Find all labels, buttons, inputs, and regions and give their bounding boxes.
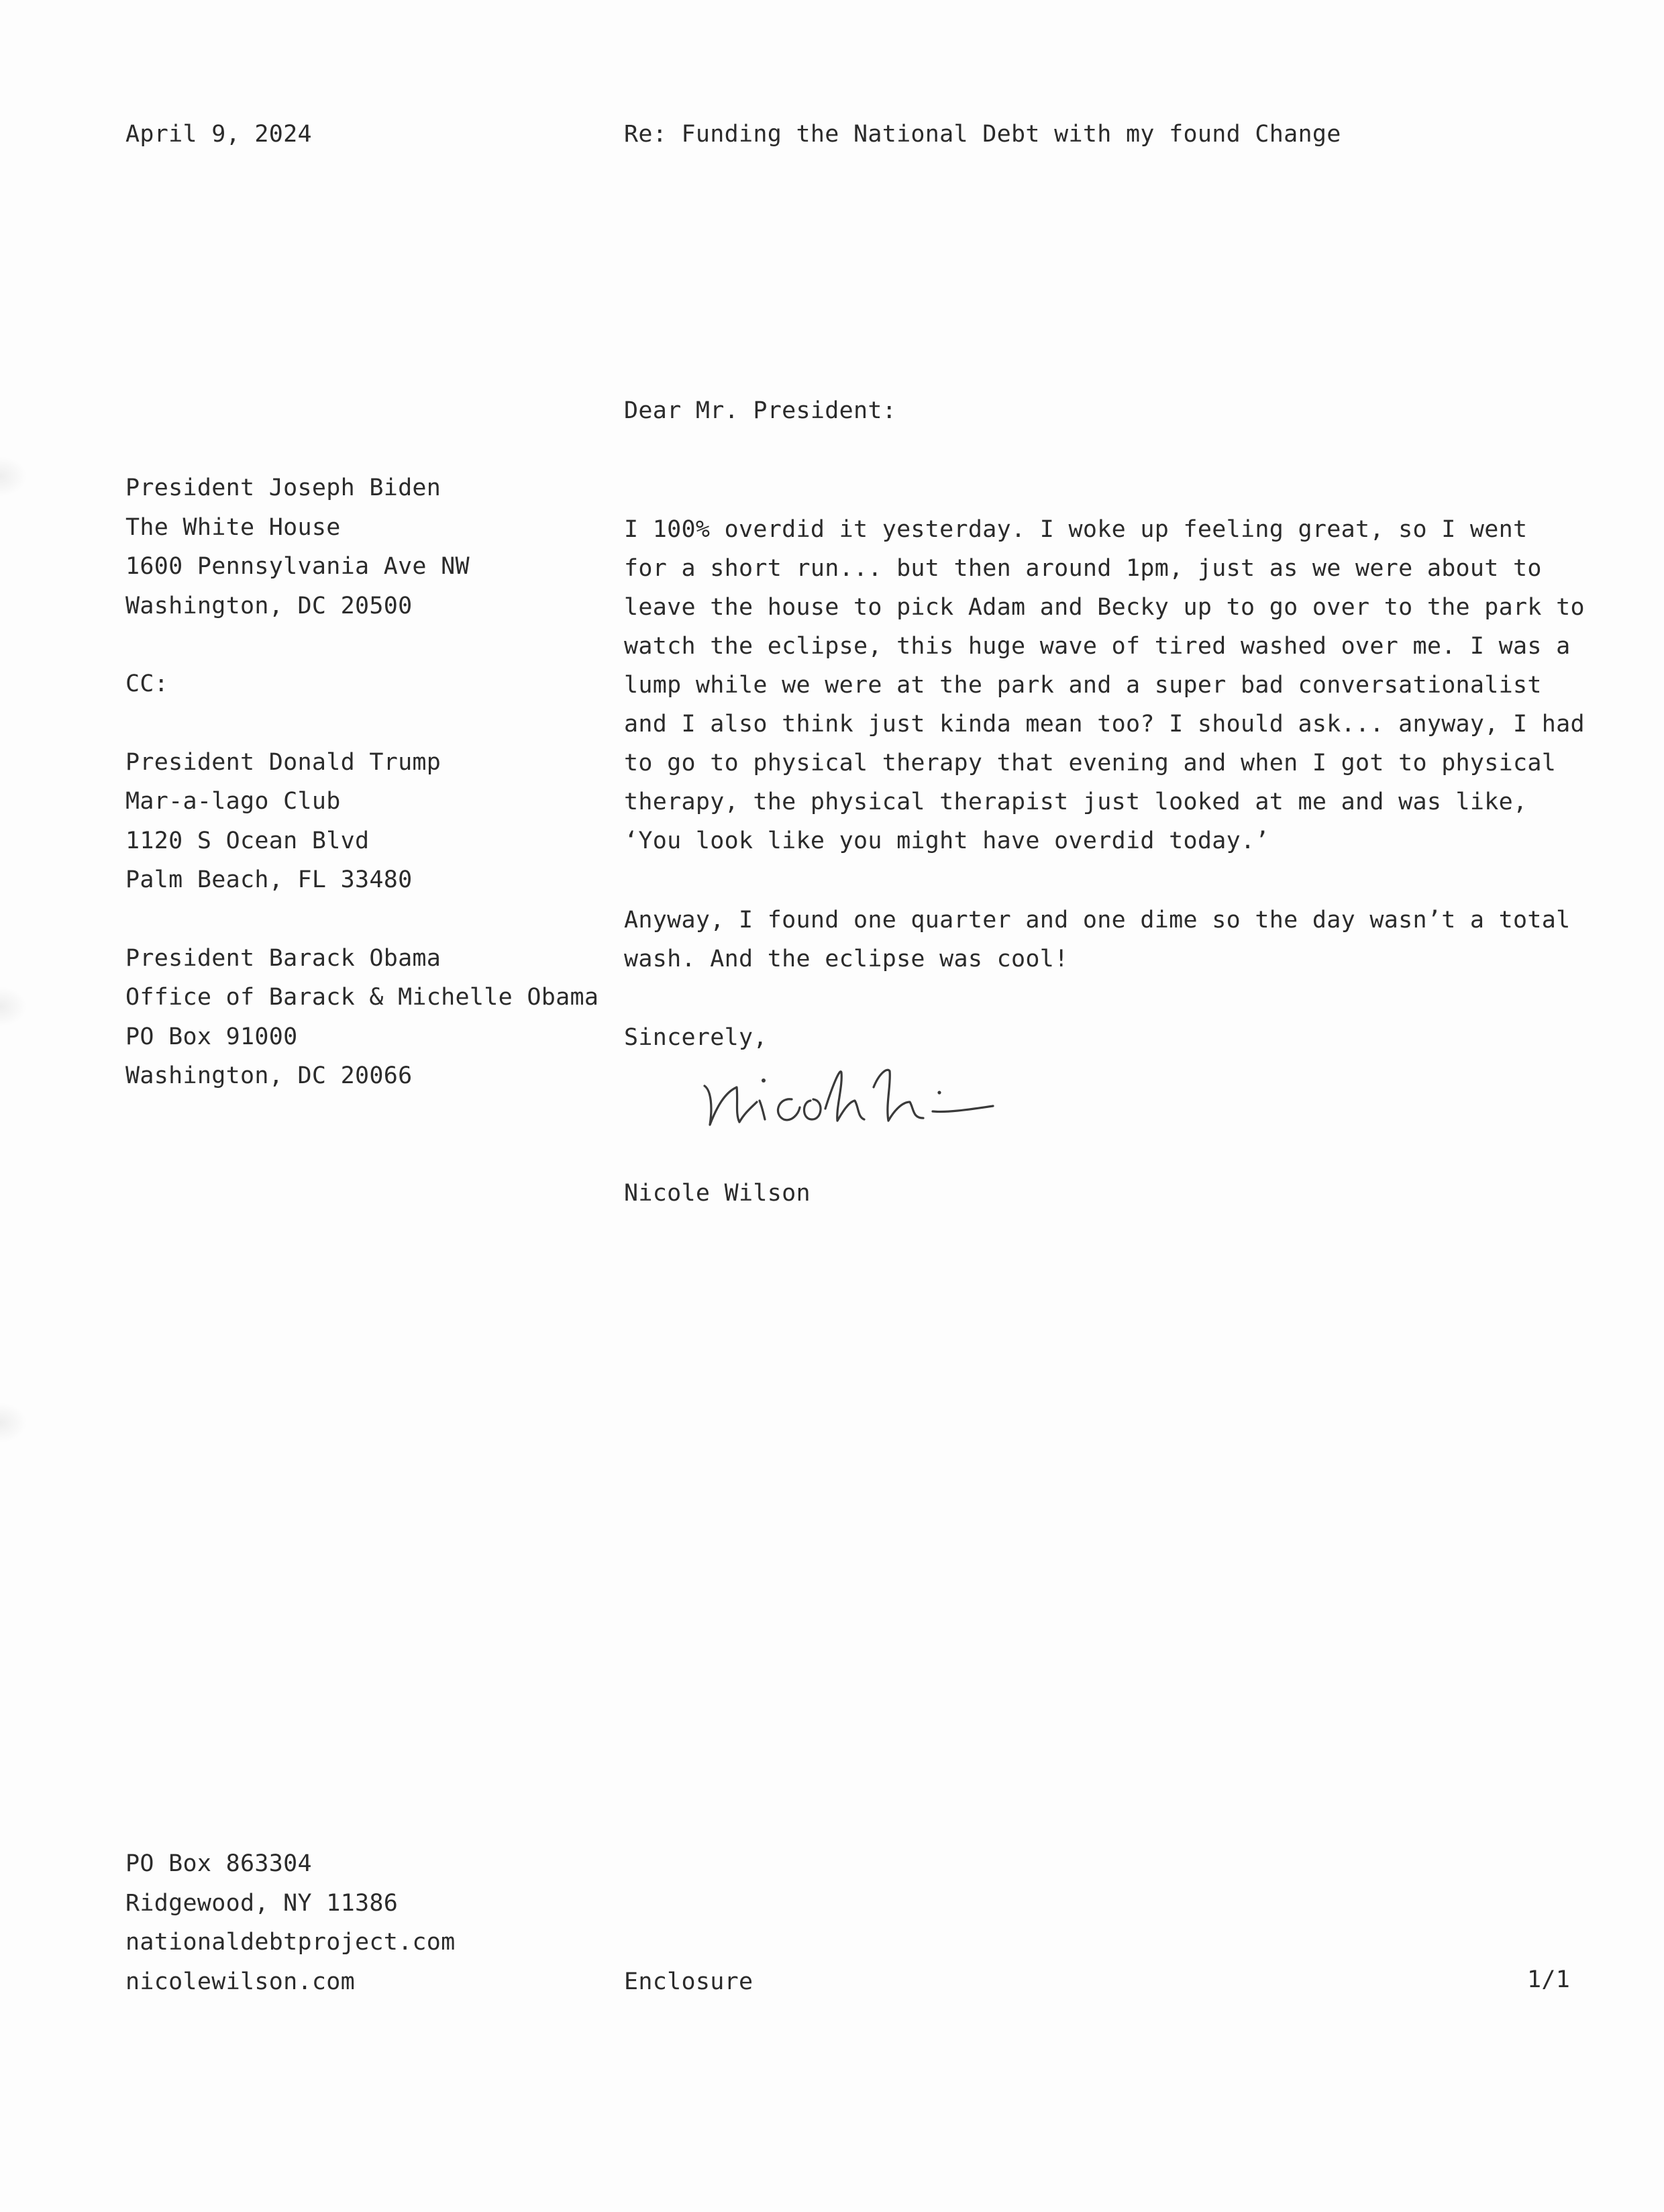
handwritten-signature [698, 1060, 1027, 1141]
body-line: lump while we were at the park and a super bad conversationalist [624, 672, 1542, 699]
body-line: watch the eclipse, this huge wave of tired washed over me. I was a [624, 633, 1571, 660]
cc-recipient [125, 939, 599, 1096]
website-link: nicolewilson.com [125, 1968, 355, 1995]
closing: Sincerely, [624, 1024, 768, 1051]
body-paragraph-1 [624, 510, 1585, 860]
enclosure-note: Enclosure [624, 1968, 753, 1995]
address-line: President Donald Trump [125, 748, 441, 776]
address-line: The White House [125, 513, 341, 541]
address-line: Washington, DC 20066 [125, 1062, 413, 1089]
cc-label: CC: [125, 670, 169, 697]
body-line: ‘You look like you might have overdid today.’ [624, 827, 1269, 854]
return-address-line: Ridgewood, NY 11386 [125, 1889, 399, 1917]
body-line: Anyway, I found one quarter and one dime so the day wasn’t a total [624, 907, 1571, 934]
salutation: Dear Mr. President: [624, 397, 897, 424]
letter-date: April 9, 2024 [125, 121, 312, 148]
address-line: President Barack Obama [125, 944, 441, 972]
body-paragraph-2 [624, 901, 1571, 978]
body-line: to go to physical therapy that evening and when I got to physical [624, 750, 1557, 776]
address-line: Palm Beach, FL 33480 [125, 866, 413, 893]
website-link: nationaldebtproject.com [125, 1929, 456, 1956]
body-line: for a short run... but then around 1pm, just as we were about to [624, 555, 1542, 582]
page-number: 1/1 [1527, 1966, 1571, 1993]
primary-recipient [125, 468, 599, 625]
address-line: PO Box 91000 [125, 1023, 298, 1050]
address-line: Office of Barack & Michelle Obama [125, 984, 599, 1011]
body-line: I 100% overdid it yesterday. I woke up feeling great, so I went [624, 516, 1528, 543]
body-line: wash. And the eclipse was cool! [624, 946, 1069, 972]
cc-recipient [125, 743, 599, 900]
address-line: President Joseph Biden [125, 474, 441, 501]
body-line: and I also think just kinda mean too? I should ask... anyway, I had [624, 711, 1585, 738]
recipient-addresses [125, 468, 599, 1096]
return-address [125, 1844, 456, 2001]
body-line: leave the house to pick Adam and Becky up to go over to the park to [624, 594, 1585, 621]
address-line: 1120 S Ocean Blvd [125, 827, 370, 854]
signer-name: Nicole Wilson [624, 1180, 811, 1207]
return-address-line: PO Box 863304 [125, 1850, 312, 1877]
address-line: Mar-a-lago Club [125, 788, 341, 815]
body-line: therapy, the physical therapist just looked at me and was like, [624, 789, 1528, 815]
address-line: 1600 Pennsylvania Ave NW [125, 553, 470, 580]
subject-line: Re: Funding the National Debt with my found Change [624, 121, 1341, 148]
address-line: Washington, DC 20500 [125, 592, 413, 619]
